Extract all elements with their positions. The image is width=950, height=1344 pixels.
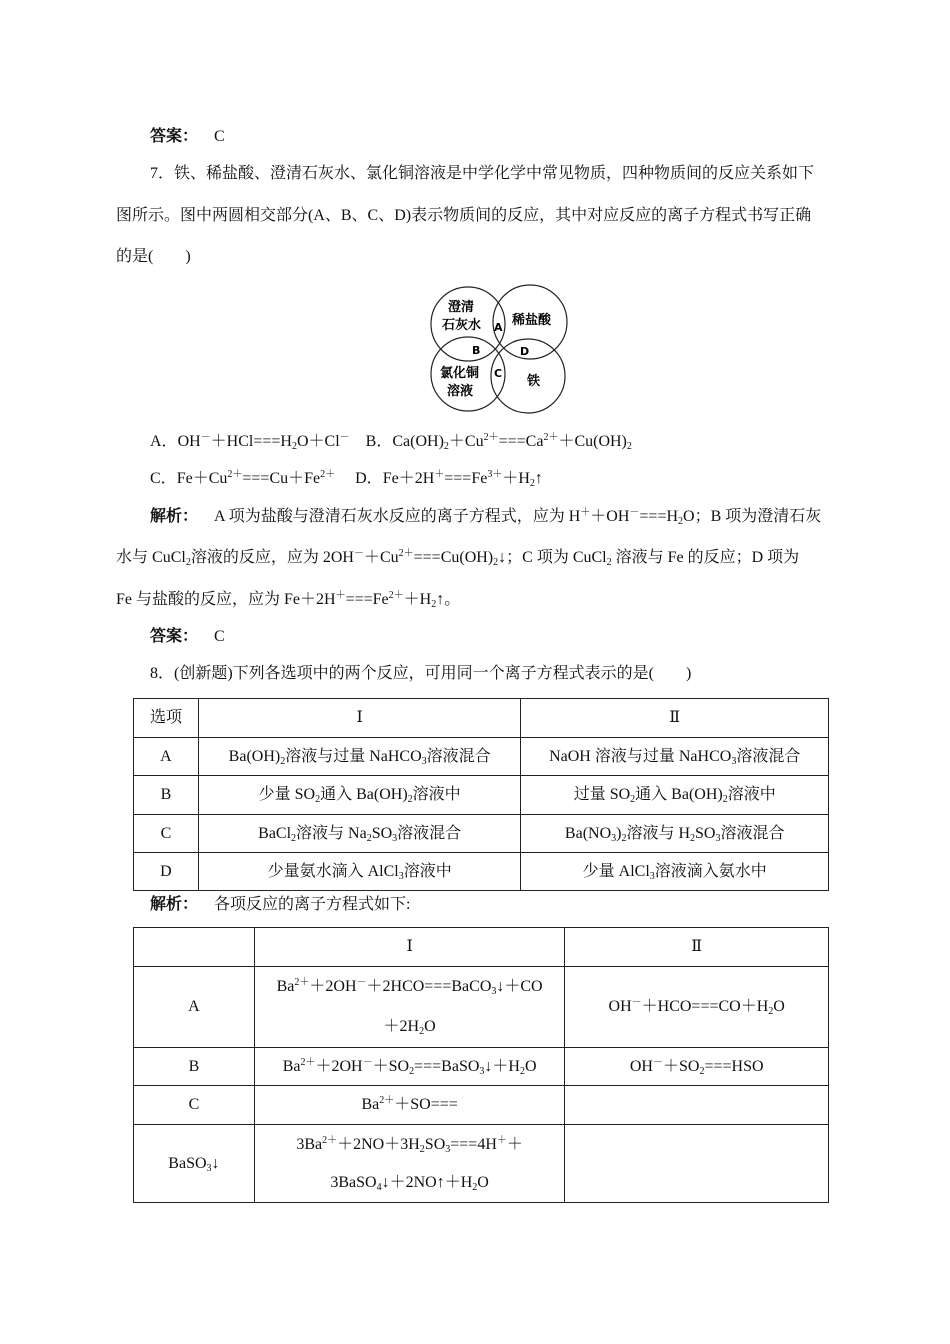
row-label: B (134, 1048, 255, 1086)
table-row (134, 738, 829, 776)
q7-analysis-line3: Fe 与盐酸的反应，应为 $Fe+2H^+===Fe^{2+}+H_2↑$。 (116, 590, 461, 610)
analysis-label: 解析： (150, 508, 199, 525)
table-header-i: Ⅰ (198, 699, 521, 738)
table-header-option: 选项 (134, 699, 199, 738)
q8-analysis-line (150, 895, 410, 915)
t2-cell-b-i: $Ba^{2+}+2OH^-+SO_2===BaSO_3↓+H_2O$ (254, 1048, 565, 1086)
q8-analysis-table (133, 927, 829, 1203)
t2-cell-d-i: $3Ba^{2+}+2NO+3H_2SO_3===4H^++$ $3BaSO_4↓+2NO↑+H_2O$ (254, 1125, 565, 1203)
cell-b-ii: 过量 $SO_2$通入 $Ba(OH)_2$溶液中 (521, 776, 829, 815)
table-row (134, 1048, 829, 1086)
table-row (134, 815, 829, 853)
analysis-label: 解析： (150, 896, 199, 913)
t2-cell-a-ii: $OH^-+HCO===CO+H_2O$ (565, 967, 829, 1048)
table-row (134, 1125, 829, 1203)
label-lime-water-2: 石灰水 (442, 318, 482, 333)
cell-b-i: 少量 $SO_2$通入 $Ba(OH)_2$溶液中 (198, 776, 521, 815)
table-row (134, 699, 829, 738)
option-b-label: B． (365, 433, 393, 450)
t2-cell-b-ii: $OH^-+SO_2===HSO$ (565, 1048, 829, 1086)
table-row (134, 776, 829, 815)
label-cucl2-2: 溶液 (447, 384, 474, 399)
option-c-label: C． (150, 470, 177, 487)
analysis-text: 各项反应的离子方程式如下: (214, 896, 411, 913)
q6-answer-line (150, 127, 225, 147)
cell-d-i: 少量氨水滴入 AlCl$_3$溶液中 (198, 853, 521, 891)
analysis-a-text-2: ；B 项为澄清石灰 (694, 508, 822, 525)
t2-cell-a-i: $Ba^{2+}+2OH^-+2HCO===BaCO_3↓+CO$ $+2H_2O$ (254, 967, 565, 1048)
option-a-label: A． (150, 433, 178, 450)
table-row (134, 967, 829, 1048)
q7-stem-line3: 的是( ) (116, 248, 191, 265)
venn-diagram (430, 284, 570, 416)
answer-label: 答案： (150, 128, 199, 145)
label-A: A (494, 321, 503, 334)
table-header-ii: Ⅱ (521, 699, 829, 738)
q7-options-ab: A．$OH^-+HCl===H_2O+Cl^-$ B．$Ca(OH)_2+Cu^{2+}===Ca^{2+}+Cu(OH)_2$ (150, 432, 632, 452)
label-C: C (494, 367, 503, 380)
analysis-c-text: Fe 与盐酸的反应，应为 (116, 591, 281, 608)
table-row (134, 928, 829, 967)
answer-value: C (214, 628, 225, 645)
t2-cell-c-i: $Ba^{2+}+SO===$ (254, 1086, 565, 1125)
q7-answer-line (150, 627, 225, 647)
t2-header-ii: Ⅱ (565, 928, 829, 967)
t2-cell-baso3: BaSO$_3$↓ (134, 1125, 255, 1203)
analysis-b-text-2: 溶液的反应，应为 (190, 549, 319, 566)
cell-c-i: BaCl$_2$溶液与 $Na_2SO_3$溶液混合 (198, 815, 521, 853)
t2-cell-d-ii (565, 1125, 829, 1203)
row-label: D (134, 853, 199, 891)
q7-analysis-line1: 解析： A 项为盐酸与澄清石灰水反应的离子方程式，应为 $H^++OH^-===H_2O$；B 项为澄清石灰 (150, 507, 822, 527)
t2-cell-c-ii (565, 1086, 829, 1125)
analysis-b-text: 水与 (116, 549, 149, 566)
cell-d-ii: 少量 AlCl$_3$溶液滴入氨水中 (521, 853, 829, 891)
analysis-b-text-4: 溶液与 Fe 的反应；D 项为 (615, 549, 800, 566)
q8-stem: 8．(创新题)下列各选项中的两个反应，可用同一个离子方程式表示的是( ) (150, 665, 692, 682)
answer-label: 答案： (150, 628, 199, 645)
answer-value: C (214, 128, 225, 145)
label-hcl: 稀盐酸 (512, 313, 552, 328)
label-cucl2-1: 氯化铜 (440, 366, 480, 381)
analysis-c-text-2: 。 (444, 591, 461, 608)
label-lime-water-1: 澄清 (448, 300, 475, 315)
row-label: B (134, 776, 199, 815)
q7-options-cd: C．$Fe+Cu^{2+}===Cu+Fe^{2+}$ D．$Fe+2H^+===Fe^{3+}+H_2↑$ (150, 469, 543, 489)
row-label: C (134, 815, 199, 853)
analysis-b-text-3: ；C 项为 (506, 549, 569, 566)
row-label: C (134, 1086, 255, 1125)
q8-options-table (133, 698, 829, 891)
cell-c-ii: $Ba(NO_3)_2$溶液与 $H_2SO_3$溶液混合 (521, 815, 829, 853)
option-d-label: D． (355, 470, 383, 487)
q7-analysis-line2: 水与 CuCl$_2$溶液的反应，应为 $2OH^-+Cu^{2+}===Cu(OH)_2↓$；C 项为 CuCl$_2$ 溶液与 Fe 的反应；D 项为 (116, 548, 800, 568)
table-row (134, 853, 829, 891)
t2-header-i: Ⅰ (254, 928, 565, 967)
analysis-a-text: A 项为盐酸与澄清石灰水反应的离子方程式，应为 (214, 508, 565, 525)
cell-a-ii: NaOH 溶液与过量 NaHCO$_3$溶液混合 (521, 738, 829, 776)
q7-stem-line2: 图所示。图中两圆相交部分(A、B、C、D)表示物质间的反应，其中对应反应的离子方程式书写正确 (116, 207, 812, 224)
q7-stem-line1: 7．铁、稀盐酸、澄清石灰水、氯化铜溶液是中学化学中常见物质，四种物质间的反应关系如下 (150, 165, 815, 182)
label-D: D (520, 345, 530, 358)
row-label: A (134, 967, 255, 1048)
cell-a-i: $Ba(OH)_2$溶液与过量 NaHCO$_3$溶液混合 (198, 738, 521, 776)
label-B: B (472, 344, 481, 357)
label-iron: 铁 (527, 374, 541, 389)
table-row (134, 1086, 829, 1125)
row-label: A (134, 738, 199, 776)
t2-header-empty (134, 928, 255, 967)
